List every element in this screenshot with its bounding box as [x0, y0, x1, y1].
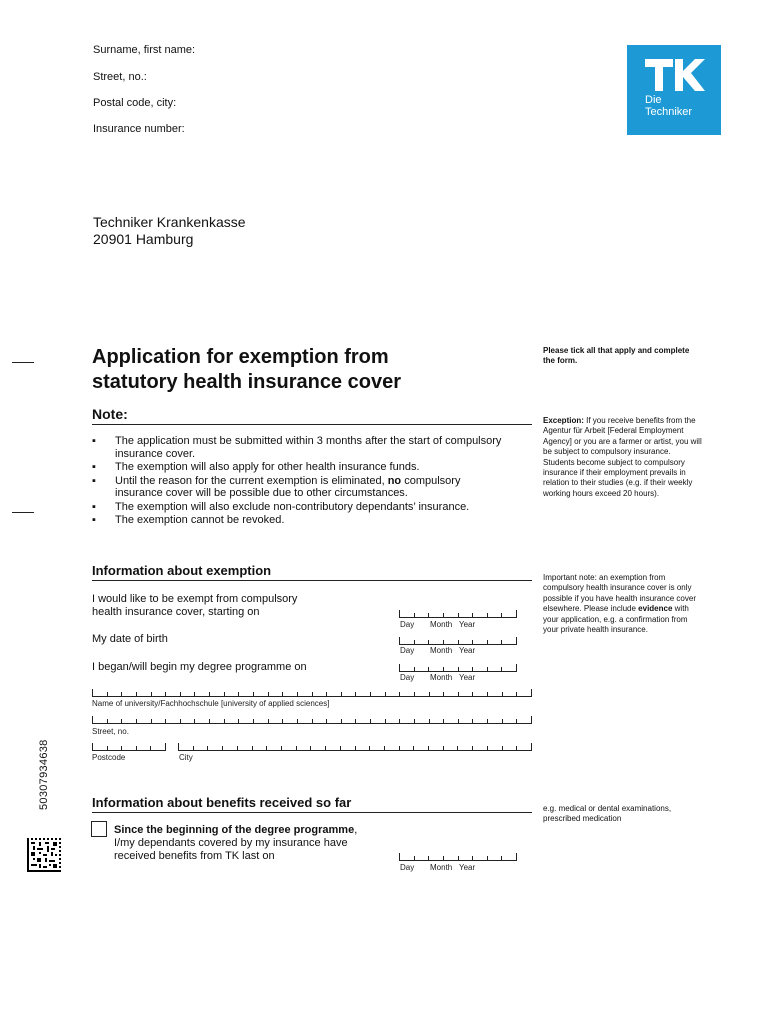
note-item-emphasis: no: [387, 474, 402, 487]
comb-tick: [136, 746, 137, 750]
benefits-side-note-text: prescribed medication: [543, 814, 622, 824]
comb-tick: [385, 719, 386, 723]
comb-tick: [312, 692, 313, 696]
comb-tick: [487, 719, 488, 723]
comb-tick: [399, 610, 400, 617]
fold-mark-bottom: [12, 512, 34, 513]
comb-tick: [384, 746, 385, 750]
comb-tick: [297, 719, 298, 723]
tk-logo-mark: [645, 59, 705, 91]
city-label: City: [179, 753, 193, 762]
comb-tick: [414, 640, 415, 644]
comb-tick: [472, 667, 473, 671]
comb-tick: [487, 746, 488, 750]
comb-tick: [121, 719, 122, 723]
comb-tick: [428, 856, 429, 860]
tk-logo: [627, 45, 721, 135]
comb-tick: [472, 640, 473, 644]
comb-tick: [516, 610, 517, 617]
fold-mark-top: [12, 362, 34, 363]
comb-tick: [458, 667, 459, 671]
comb-tick: [443, 856, 444, 860]
postcode-field[interactable]: [92, 743, 166, 751]
comb-tick: [443, 746, 444, 750]
comb-tick: [399, 719, 400, 723]
comb-tick: [502, 746, 503, 750]
comb-tick: [399, 853, 400, 860]
postcode-label: Postcode: [92, 753, 126, 762]
comb-tick: [428, 667, 429, 671]
datamatrix-code-icon: [27, 838, 61, 872]
comb-tick: [268, 692, 269, 696]
comb-tick: [253, 692, 254, 696]
comb-tick: [238, 719, 239, 723]
important-note-text: with: [672, 604, 689, 614]
comb-tick: [107, 746, 108, 750]
comb-tick: [150, 746, 151, 750]
date-day-label: Day: [400, 863, 415, 872]
comb-tick: [531, 716, 532, 723]
comb-tick: [414, 719, 415, 723]
comb-tick: [92, 743, 93, 750]
comb-tick: [458, 613, 459, 617]
recipient-address: [93, 214, 246, 248]
comb-tick: [516, 637, 517, 644]
comb-tick: [429, 719, 430, 723]
important-note-text: elsewhere. Please include: [543, 604, 639, 614]
exemption-start-line-1: I would like to be exempt from compulsory: [92, 593, 298, 605]
comb-tick: [209, 719, 210, 723]
comb-tick: [92, 689, 93, 696]
exception-text: Agentur für Arbeit [Federal Employment: [543, 426, 684, 436]
comb-tick: [487, 613, 488, 617]
comb-tick: [414, 613, 415, 617]
comb-tick: [151, 719, 152, 723]
date-year-label: Year: [459, 620, 476, 629]
benefits-checkbox-label-line-2: I/my dependants covered by my insurance have: [114, 837, 348, 849]
benefits-side-note-text: e.g. medical or dental examinations,: [543, 804, 672, 813]
date-year-label: Year: [459, 673, 476, 682]
birth-date-question: My date of birth: [92, 633, 168, 645]
note-heading: Note:: [92, 406, 128, 422]
note-item: ▪ The application must be submitted within 3 months after the start of compulsory insurance cover.: [92, 435, 502, 460]
postal-code-label: Postal code, city:: [93, 97, 177, 109]
degree-start-date-field[interactable]: [399, 664, 517, 672]
comb-tick: [458, 856, 459, 860]
comb-tick: [370, 719, 371, 723]
comb-tick: [429, 692, 430, 696]
note-item-text: insurance cover will be possible due to other circumstances.: [115, 487, 408, 499]
title-line-1: Application for exemption from: [92, 346, 389, 368]
degree-start-question: I began/will begin my degree programme on: [92, 661, 307, 673]
important-note-text: possible if you have health insurance cover: [543, 593, 696, 603]
comb-tick: [165, 743, 166, 750]
comb-tick: [312, 719, 313, 723]
comb-tick: [443, 667, 444, 671]
note-divider: [92, 424, 532, 425]
important-note-text: compulsory health insurance cover is only: [543, 583, 692, 593]
comb-tick: [428, 640, 429, 644]
comb-tick: [341, 719, 342, 723]
comb-tick: [516, 853, 517, 860]
comb-tick: [414, 692, 415, 696]
important-note-emphasis: evidence: [638, 604, 673, 614]
comb-tick: [413, 746, 414, 750]
comb-tick: [472, 856, 473, 860]
comb-tick: [385, 692, 386, 696]
comb-tick: [501, 613, 502, 617]
important-note: [543, 573, 733, 635]
note-item-text: The exemption will also apply for other health insurance funds.: [115, 461, 420, 473]
comb-tick: [107, 692, 108, 696]
exception-text: relation to their studies (e.g. if their weekly: [543, 478, 693, 488]
comb-tick: [414, 856, 415, 860]
comb-tick: [193, 746, 194, 750]
comb-tick: [222, 746, 223, 750]
city-field[interactable]: [178, 743, 532, 751]
important-note-text: your application, e.g. a confirmation from: [543, 614, 688, 624]
comb-tick: [224, 692, 225, 696]
comb-tick: [355, 719, 356, 723]
comb-tick: [472, 613, 473, 617]
tick-instruction: [543, 346, 689, 367]
comb-tick: [516, 664, 517, 671]
exception-text: If you receive benefits from the: [583, 416, 696, 425]
benefits-section-heading: Information about benefits received so far: [92, 795, 352, 810]
comb-tick: [414, 667, 415, 671]
comb-tick: [253, 719, 254, 723]
note-item-text: compulsory: [401, 474, 461, 487]
comb-tick: [178, 743, 179, 750]
date-month-label: Month: [430, 620, 453, 629]
note-item: ▪ Until the reason for the current exemption is eliminated, no compulsory insurance cover will be possible due to other circumstances.: [92, 474, 461, 499]
comb-tick: [325, 746, 326, 750]
comb-tick: [296, 746, 297, 750]
exception-label: Exception:: [543, 416, 584, 425]
comb-tick: [458, 719, 459, 723]
comb-tick: [472, 719, 473, 723]
important-note-text: Important note: an exemption from: [543, 573, 666, 582]
date-year-label: Year: [459, 863, 476, 872]
comb-tick: [238, 692, 239, 696]
comb-tick: [180, 692, 181, 696]
comb-tick: [310, 746, 311, 750]
comb-tick: [487, 640, 488, 644]
comb-tick: [370, 692, 371, 696]
date-month-label: Month: [430, 646, 453, 655]
comb-tick: [501, 640, 502, 644]
comb-tick: [194, 692, 195, 696]
comb-tick: [399, 692, 400, 696]
comb-tick: [266, 746, 267, 750]
exception-text: Agency] or you are a farmer or artist, you will: [543, 436, 702, 446]
benefits-checkbox-label-suffix: ,: [354, 824, 358, 836]
comb-tick: [501, 856, 502, 860]
note-item-text: The application must be submitted within 3 months after the start of compulsory: [115, 435, 502, 447]
comb-tick: [341, 692, 342, 696]
note-item-text: Until the reason for the current exemption is eliminated,: [115, 474, 388, 487]
date-month-label: Month: [430, 863, 453, 872]
comb-tick: [180, 719, 181, 723]
comb-tick: [121, 746, 122, 750]
comb-tick: [443, 692, 444, 696]
exemption-start-line-2: health insurance cover, starting on: [92, 606, 260, 618]
benefits-checkbox-label-line-3: received benefits from TK last on: [114, 850, 275, 862]
street-field-label: Street, no.: [92, 727, 129, 736]
benefits-checkbox-label: [114, 824, 357, 863]
comb-tick: [516, 746, 517, 750]
comb-tick: [502, 719, 503, 723]
benefits-since-degree-checkbox[interactable]: [91, 821, 107, 837]
comb-tick: [194, 719, 195, 723]
note-list: [92, 435, 532, 528]
university-name-field[interactable]: [92, 689, 532, 697]
comb-tick: [165, 692, 166, 696]
comb-tick: [458, 692, 459, 696]
comb-tick: [443, 719, 444, 723]
street-field[interactable]: [92, 716, 532, 724]
exemption-start-date-field[interactable]: [399, 610, 517, 618]
important-note-text: your private health insurance.: [543, 625, 648, 635]
note-item: ▪ The exemption will also exclude non-contributory dependants’ insurance.: [92, 500, 470, 513]
comb-tick: [472, 692, 473, 696]
surname-label: Surname, first name:: [93, 44, 196, 56]
exemption-divider: [92, 580, 532, 581]
comb-tick: [282, 692, 283, 696]
exception-text: working hours exceed 20 hours).: [543, 488, 660, 498]
comb-tick: [92, 716, 93, 723]
benefits-side-note: [543, 804, 733, 825]
exception-note: [543, 416, 733, 499]
comb-tick: [443, 613, 444, 617]
comb-tick: [165, 719, 166, 723]
benefits-divider: [92, 812, 532, 813]
comb-tick: [121, 692, 122, 696]
address-line-2: 20901 Hamburg: [93, 231, 194, 247]
comb-tick: [443, 640, 444, 644]
comb-tick: [136, 692, 137, 696]
comb-tick: [282, 719, 283, 723]
comb-tick: [531, 689, 532, 696]
page-title: [92, 345, 401, 395]
date-day-label: Day: [400, 620, 415, 629]
note-item: ▪ The exemption cannot be revoked.: [92, 514, 285, 526]
comb-tick: [487, 692, 488, 696]
comb-tick: [326, 692, 327, 696]
insurance-number-label: Insurance number:: [93, 123, 185, 135]
exception-text: insurance if their employment prevails in: [543, 468, 686, 478]
benefits-checkbox-label-bold: Since the beginning of the degree programme: [114, 824, 355, 836]
comb-tick: [458, 640, 459, 644]
comb-tick: [107, 719, 108, 723]
comb-tick: [502, 692, 503, 696]
comb-tick: [355, 692, 356, 696]
comb-tick: [457, 746, 458, 750]
street-label: Street, no.:: [93, 71, 147, 83]
exemption-start-question: [92, 593, 297, 619]
comb-tick: [501, 667, 502, 671]
date-month-label: Month: [430, 673, 453, 682]
comb-tick: [516, 719, 517, 723]
exception-text: Students become subject to compulsory: [543, 457, 685, 467]
birth-date-field[interactable]: [399, 637, 517, 645]
comb-tick: [399, 746, 400, 750]
comb-tick: [355, 746, 356, 750]
university-name-label: Name of university/Fachhochschule [university of applied sciences]: [92, 699, 330, 708]
note-item-text: The exemption cannot be revoked.: [115, 514, 285, 526]
note-item-text: The exemption will also exclude non-contributory dependants’ insurance.: [115, 500, 470, 513]
comb-tick: [487, 856, 488, 860]
title-line-2: statutory health insurance cover: [92, 371, 401, 393]
comb-tick: [237, 746, 238, 750]
comb-tick: [136, 719, 137, 723]
comb-tick: [369, 746, 370, 750]
exemption-section-heading: Information about exemption: [92, 563, 272, 578]
comb-tick: [487, 667, 488, 671]
comb-tick: [531, 743, 532, 750]
logo-text-techniker: Techniker: [645, 106, 693, 118]
comb-tick: [326, 719, 327, 723]
comb-tick: [428, 613, 429, 617]
comb-tick: [151, 692, 152, 696]
comb-tick: [428, 746, 429, 750]
comb-tick: [516, 692, 517, 696]
benefits-last-date-field[interactable]: [399, 853, 517, 861]
comb-tick: [399, 664, 400, 671]
note-item: ▪ The exemption will also apply for other health insurance funds.: [92, 461, 420, 473]
comb-tick: [399, 637, 400, 644]
comb-tick: [281, 746, 282, 750]
date-day-label: Day: [400, 673, 415, 682]
comb-tick: [224, 719, 225, 723]
exception-text: be subject to compulsory insurance.: [543, 447, 671, 457]
comb-tick: [268, 719, 269, 723]
logo-text-die: Die: [645, 94, 662, 106]
tick-instruction-line-1: Please tick all that apply and complete: [543, 346, 690, 355]
note-item-text: insurance cover.: [115, 447, 196, 460]
date-year-label: Year: [459, 646, 476, 655]
comb-tick: [297, 692, 298, 696]
form-code: 50307934638: [38, 739, 50, 810]
comb-tick: [209, 692, 210, 696]
address-line-1: Techniker Krankenkasse: [93, 214, 246, 230]
tick-instruction-line-2: the form.: [543, 356, 578, 366]
date-day-label: Day: [400, 646, 415, 655]
comb-tick: [472, 746, 473, 750]
comb-tick: [207, 746, 208, 750]
comb-tick: [340, 746, 341, 750]
comb-tick: [252, 746, 253, 750]
